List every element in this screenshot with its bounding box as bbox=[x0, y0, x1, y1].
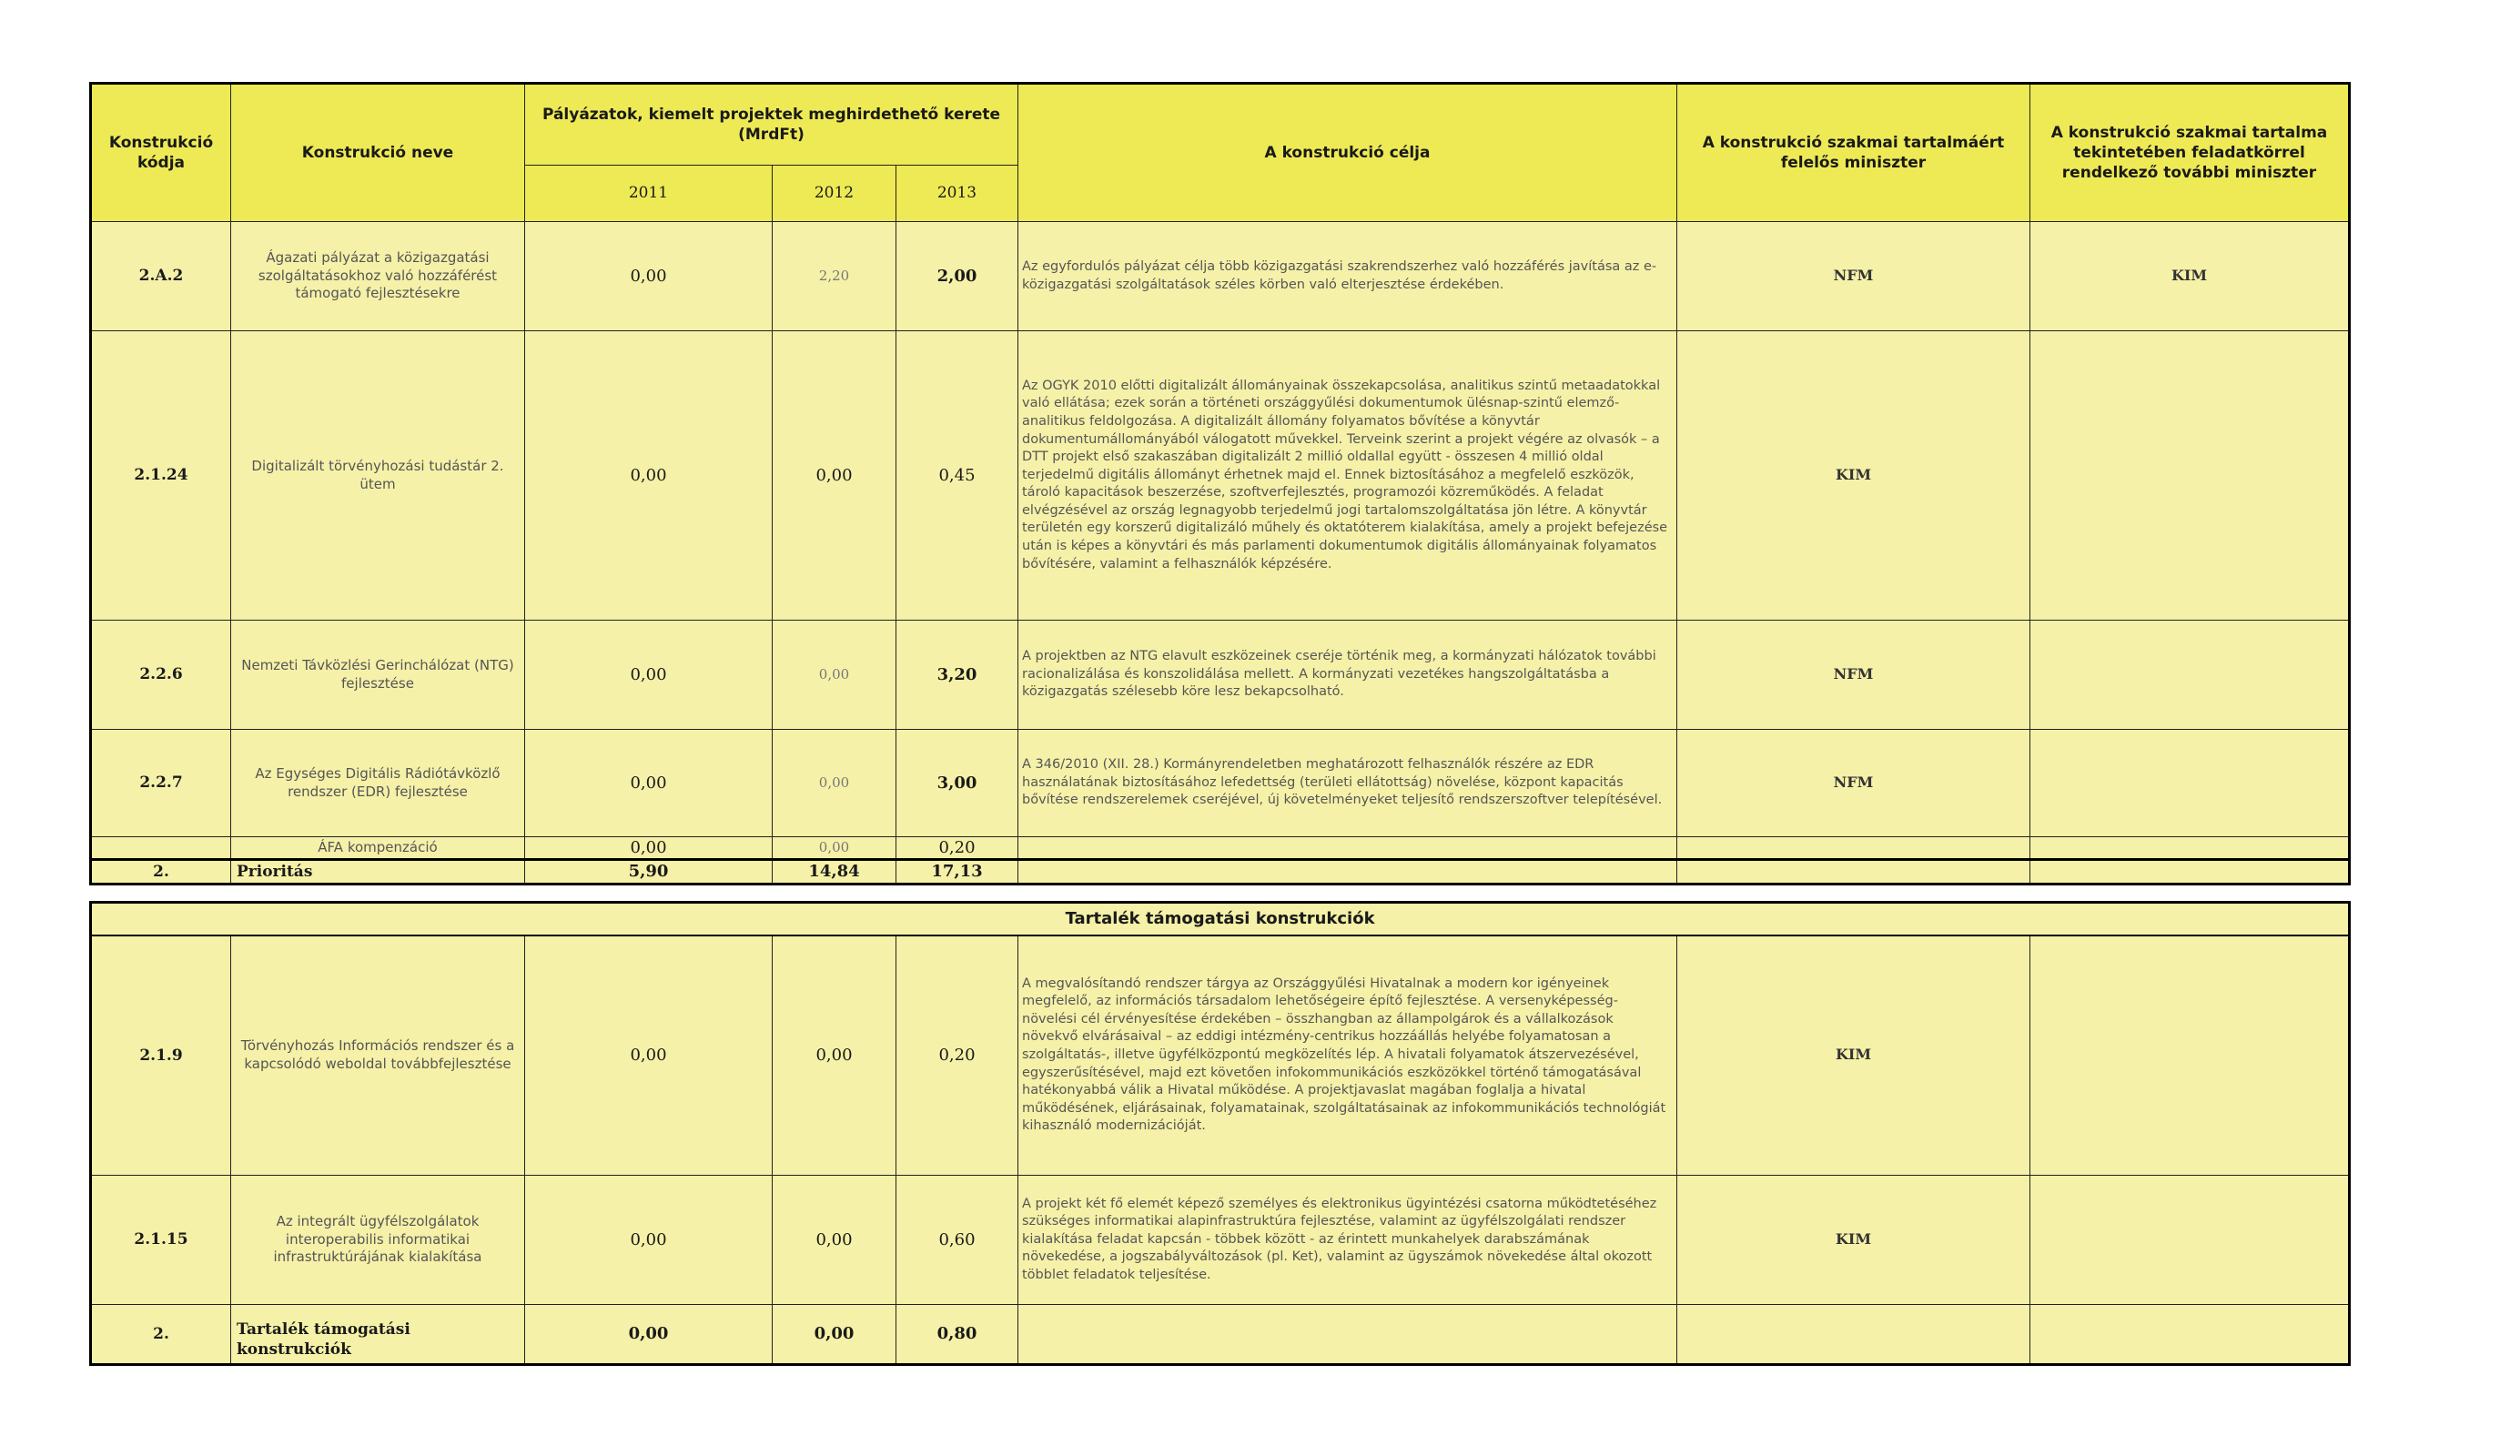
row-2012: 0,00 bbox=[773, 1176, 896, 1305]
row-2013: 3,20 bbox=[896, 621, 1018, 730]
table-row bbox=[91, 222, 2350, 331]
row-other-minister bbox=[2030, 730, 2350, 837]
afa-2012: 0,00 bbox=[773, 837, 896, 860]
header-other-minister: A konstrukció szakmai tartalma tekintetében feladatkörrel rendelkező további miniszter bbox=[2030, 84, 2350, 222]
row-2013: 0,60 bbox=[896, 1176, 1018, 1305]
total-code: 2. bbox=[91, 860, 231, 884]
afa-2013: 0,20 bbox=[896, 837, 1018, 860]
row-goal: A projektben az NTG elavult eszközeinek cseréje történik meg, a kormányzati hálózatok további racionalizálása és konszolidálása mellett. A kormányzati vezetékes hangszolgáltatásba a közigazgatás szélesebb köre lesz bekapcsolható. bbox=[1018, 621, 1677, 730]
row-code: 2.A.2 bbox=[91, 222, 231, 331]
table-row bbox=[91, 621, 2350, 730]
row-code: 2.2.7 bbox=[91, 730, 231, 837]
main-table bbox=[89, 82, 2351, 885]
reserve-total-row bbox=[91, 1305, 2350, 1365]
afa-2011: 0,00 bbox=[525, 837, 773, 860]
row-minister: KIM bbox=[1677, 935, 2030, 1176]
row-goal: Az egyfordulós pályázat célja több közigazgatási szakrendszerhez való hozzáférés javítása az e-közigazgatási szolgáltatások széles körben való elterjesztése érdekében. bbox=[1018, 222, 1677, 331]
row-name: Az integrált ügyfélszolgálatok interoperabilis informatikai infrastruktúrájának kialakítása bbox=[231, 1176, 525, 1305]
row-minister: NFM bbox=[1677, 621, 2030, 730]
row-code: 2.1.9 bbox=[91, 935, 231, 1176]
row-name: Ágazati pályázat a közigazgatási szolgáltatásokhoz való hozzáférést támogató fejlesztésekre bbox=[231, 222, 525, 331]
reserve-total-2013: 0,80 bbox=[896, 1305, 1018, 1365]
row-2011: 0,00 bbox=[525, 730, 773, 837]
afa-row bbox=[91, 837, 2350, 860]
reserve-total-label: Tartalék támogatási konstrukciók bbox=[231, 1305, 525, 1365]
total-2012: 14,84 bbox=[773, 860, 896, 884]
row-2011: 0,00 bbox=[525, 331, 773, 621]
header-minister: A konstrukció szakmai tartalmáért felelős miniszter bbox=[1677, 84, 2030, 222]
total-row bbox=[91, 860, 2350, 884]
row-name: Digitalizált törvényhozási tudástár 2. ütem bbox=[231, 331, 525, 621]
afa-name: ÁFA kompenzáció bbox=[231, 837, 525, 860]
header-year-2012: 2012 bbox=[773, 166, 896, 222]
table-row bbox=[91, 1176, 2350, 1305]
row-other-minister bbox=[2030, 621, 2350, 730]
row-other-minister bbox=[2030, 1176, 2350, 1305]
row-code: 2.1.24 bbox=[91, 331, 231, 621]
total-2013: 17,13 bbox=[896, 860, 1018, 884]
row-name: Nemzeti Távközlési Gerinchálózat (NTG) fejlesztése bbox=[231, 621, 525, 730]
reserve-title: Tartalék támogatási konstrukciók bbox=[91, 903, 2350, 935]
row-name: Törvényhozás Információs rendszer és a kapcsolódó weboldal továbbfejlesztése bbox=[231, 935, 525, 1176]
header-year-2013: 2013 bbox=[896, 166, 1018, 222]
row-2012: 2,20 bbox=[773, 222, 896, 331]
row-goal: A 346/2010 (XII. 28.) Kormányrendeletben meghatározott felhasználók részére az EDR használatának biztosításához lefedettség (területi ellátottság) növelése, központ kapacitás bővítése rendszerelemek cseréjével, új követelményeket teljesítő rendszerszoftver telepítésével. bbox=[1018, 730, 1677, 837]
row-code: 2.2.6 bbox=[91, 621, 231, 730]
row-goal: A projekt két fő elemét képező személyes és elektronikus ügyintézési csatorna működtetéséhez szükséges informatikai alapinfrastruktúra fejlesztése, valamint az ügyfélszolgálati rendszer kialakítása feladat kapcsán - többek között - az érintett munkahelyek darabszámának növekedése, a jogszabályváltozások (pl. Ket), valamint az ügyszámok növekedése által okozott többlet feladatok teljesítése. bbox=[1018, 1176, 1677, 1305]
header-name: Konstrukció neve bbox=[231, 84, 525, 222]
row-2013: 0,20 bbox=[896, 935, 1018, 1176]
row-2012: 0,00 bbox=[773, 730, 896, 837]
header-year-2011: 2011 bbox=[525, 166, 773, 222]
header-goal: A konstrukció célja bbox=[1018, 84, 1677, 222]
row-minister: NFM bbox=[1677, 730, 2030, 837]
table-row bbox=[91, 331, 2350, 621]
row-2013: 0,45 bbox=[896, 331, 1018, 621]
row-other-minister: KIM bbox=[2030, 222, 2350, 331]
row-2012: 0,00 bbox=[773, 331, 896, 621]
row-minister: NFM bbox=[1677, 222, 2030, 331]
total-2011: 5,90 bbox=[525, 860, 773, 884]
row-2013: 3,00 bbox=[896, 730, 1018, 837]
table-row bbox=[91, 935, 2350, 1176]
row-2011: 0,00 bbox=[525, 1176, 773, 1305]
table-row bbox=[91, 730, 2350, 837]
row-minister: KIM bbox=[1677, 1176, 2030, 1305]
row-name: Az Egységes Digitális Rádiótávközlő rendszer (EDR) fejlesztése bbox=[231, 730, 525, 837]
header-budget: Pályázatok, kiemelt projektek meghirdethető kerete (MrdFt) bbox=[525, 84, 1018, 166]
row-code: 2.1.15 bbox=[91, 1176, 231, 1305]
reserve-total-code: 2. bbox=[91, 1305, 231, 1365]
row-goal: A megvalósítandó rendszer tárgya az Országgyűlési Hivatalnak a modern kor igényeinek megfelelő, az információs társadalom lehetőségeire építő fejlesztése. A versenyképesség-növelési cél érvényesítése érdekében – összhangban az állampolgárok és a vállalkozások növekvő elvárásaival – az eddigi intézmény-centrikus hozzáállás helyébe folyamatosan a szolgáltatás-, illetve ügyfélközpontú megközelítés lép. A hivatali folyamatok átszervezésével, egyszerűsítésével, majd ezt követően infokommunikációs eszközökkel történő támogatásával hatékonyabbá válik a Hivatal működése. A projektjavaslat magában foglalja a hivatal működésének, eljárásainak, folyamatainak, szolgáltatásainak az infokommunikációs technológiát kihasználó modernizációját. bbox=[1018, 935, 1677, 1176]
reserve-total-2011: 0,00 bbox=[525, 1305, 773, 1365]
row-2013: 2,00 bbox=[896, 222, 1018, 331]
row-other-minister bbox=[2030, 935, 2350, 1176]
row-2012: 0,00 bbox=[773, 621, 896, 730]
row-2011: 0,00 bbox=[525, 621, 773, 730]
row-goal: Az OGYK 2010 előtti digitalizált állományainak összekapcsolása, analitikus szintű metaadatokkal való ellátása; ezek során a történeti országgyűlési dokumentumok ülésnap-szintű elemző-analitikus feldolgozása. A digitalizált állomány folyamatos bővítése a könyvtár dokumentumállományából válogatott művekkel. Terveink szerint a projekt végére az olvasók – a DTT projekt első szakaszában digitalizált 2 millió oldallal együtt - összesen 4 millió oldal terjedelmű digitális állományt érhetnek majd el. Ennek biztosításához a megfelelő eszközök, tároló kapacitások beszerzése, szoftverfejlesztés, programozói közreműködés. A feladat elvégzésével az ország legnagyobb terjedelmű jogi tartalomszolgáltatása jön létre. A könyvtár területén egy korszerű digitalizáló műhely és oktatóterem kialakítása, amely a projekt befejezése után is képes a könyvtári és más parlamenti dokumentumok digitális állományainak folyamatos bővítésére, valamint a felhasználók képzésére. bbox=[1018, 331, 1677, 621]
row-2012: 0,00 bbox=[773, 935, 896, 1176]
reserve-table bbox=[89, 901, 2351, 1366]
total-label: Prioritás bbox=[231, 860, 525, 884]
row-minister: KIM bbox=[1677, 331, 2030, 621]
reserve-total-2012: 0,00 bbox=[773, 1305, 896, 1365]
row-other-minister bbox=[2030, 331, 2350, 621]
row-2011: 0,00 bbox=[525, 935, 773, 1176]
header-code: Konstrukció kódja bbox=[91, 84, 231, 222]
row-2011: 0,00 bbox=[525, 222, 773, 331]
